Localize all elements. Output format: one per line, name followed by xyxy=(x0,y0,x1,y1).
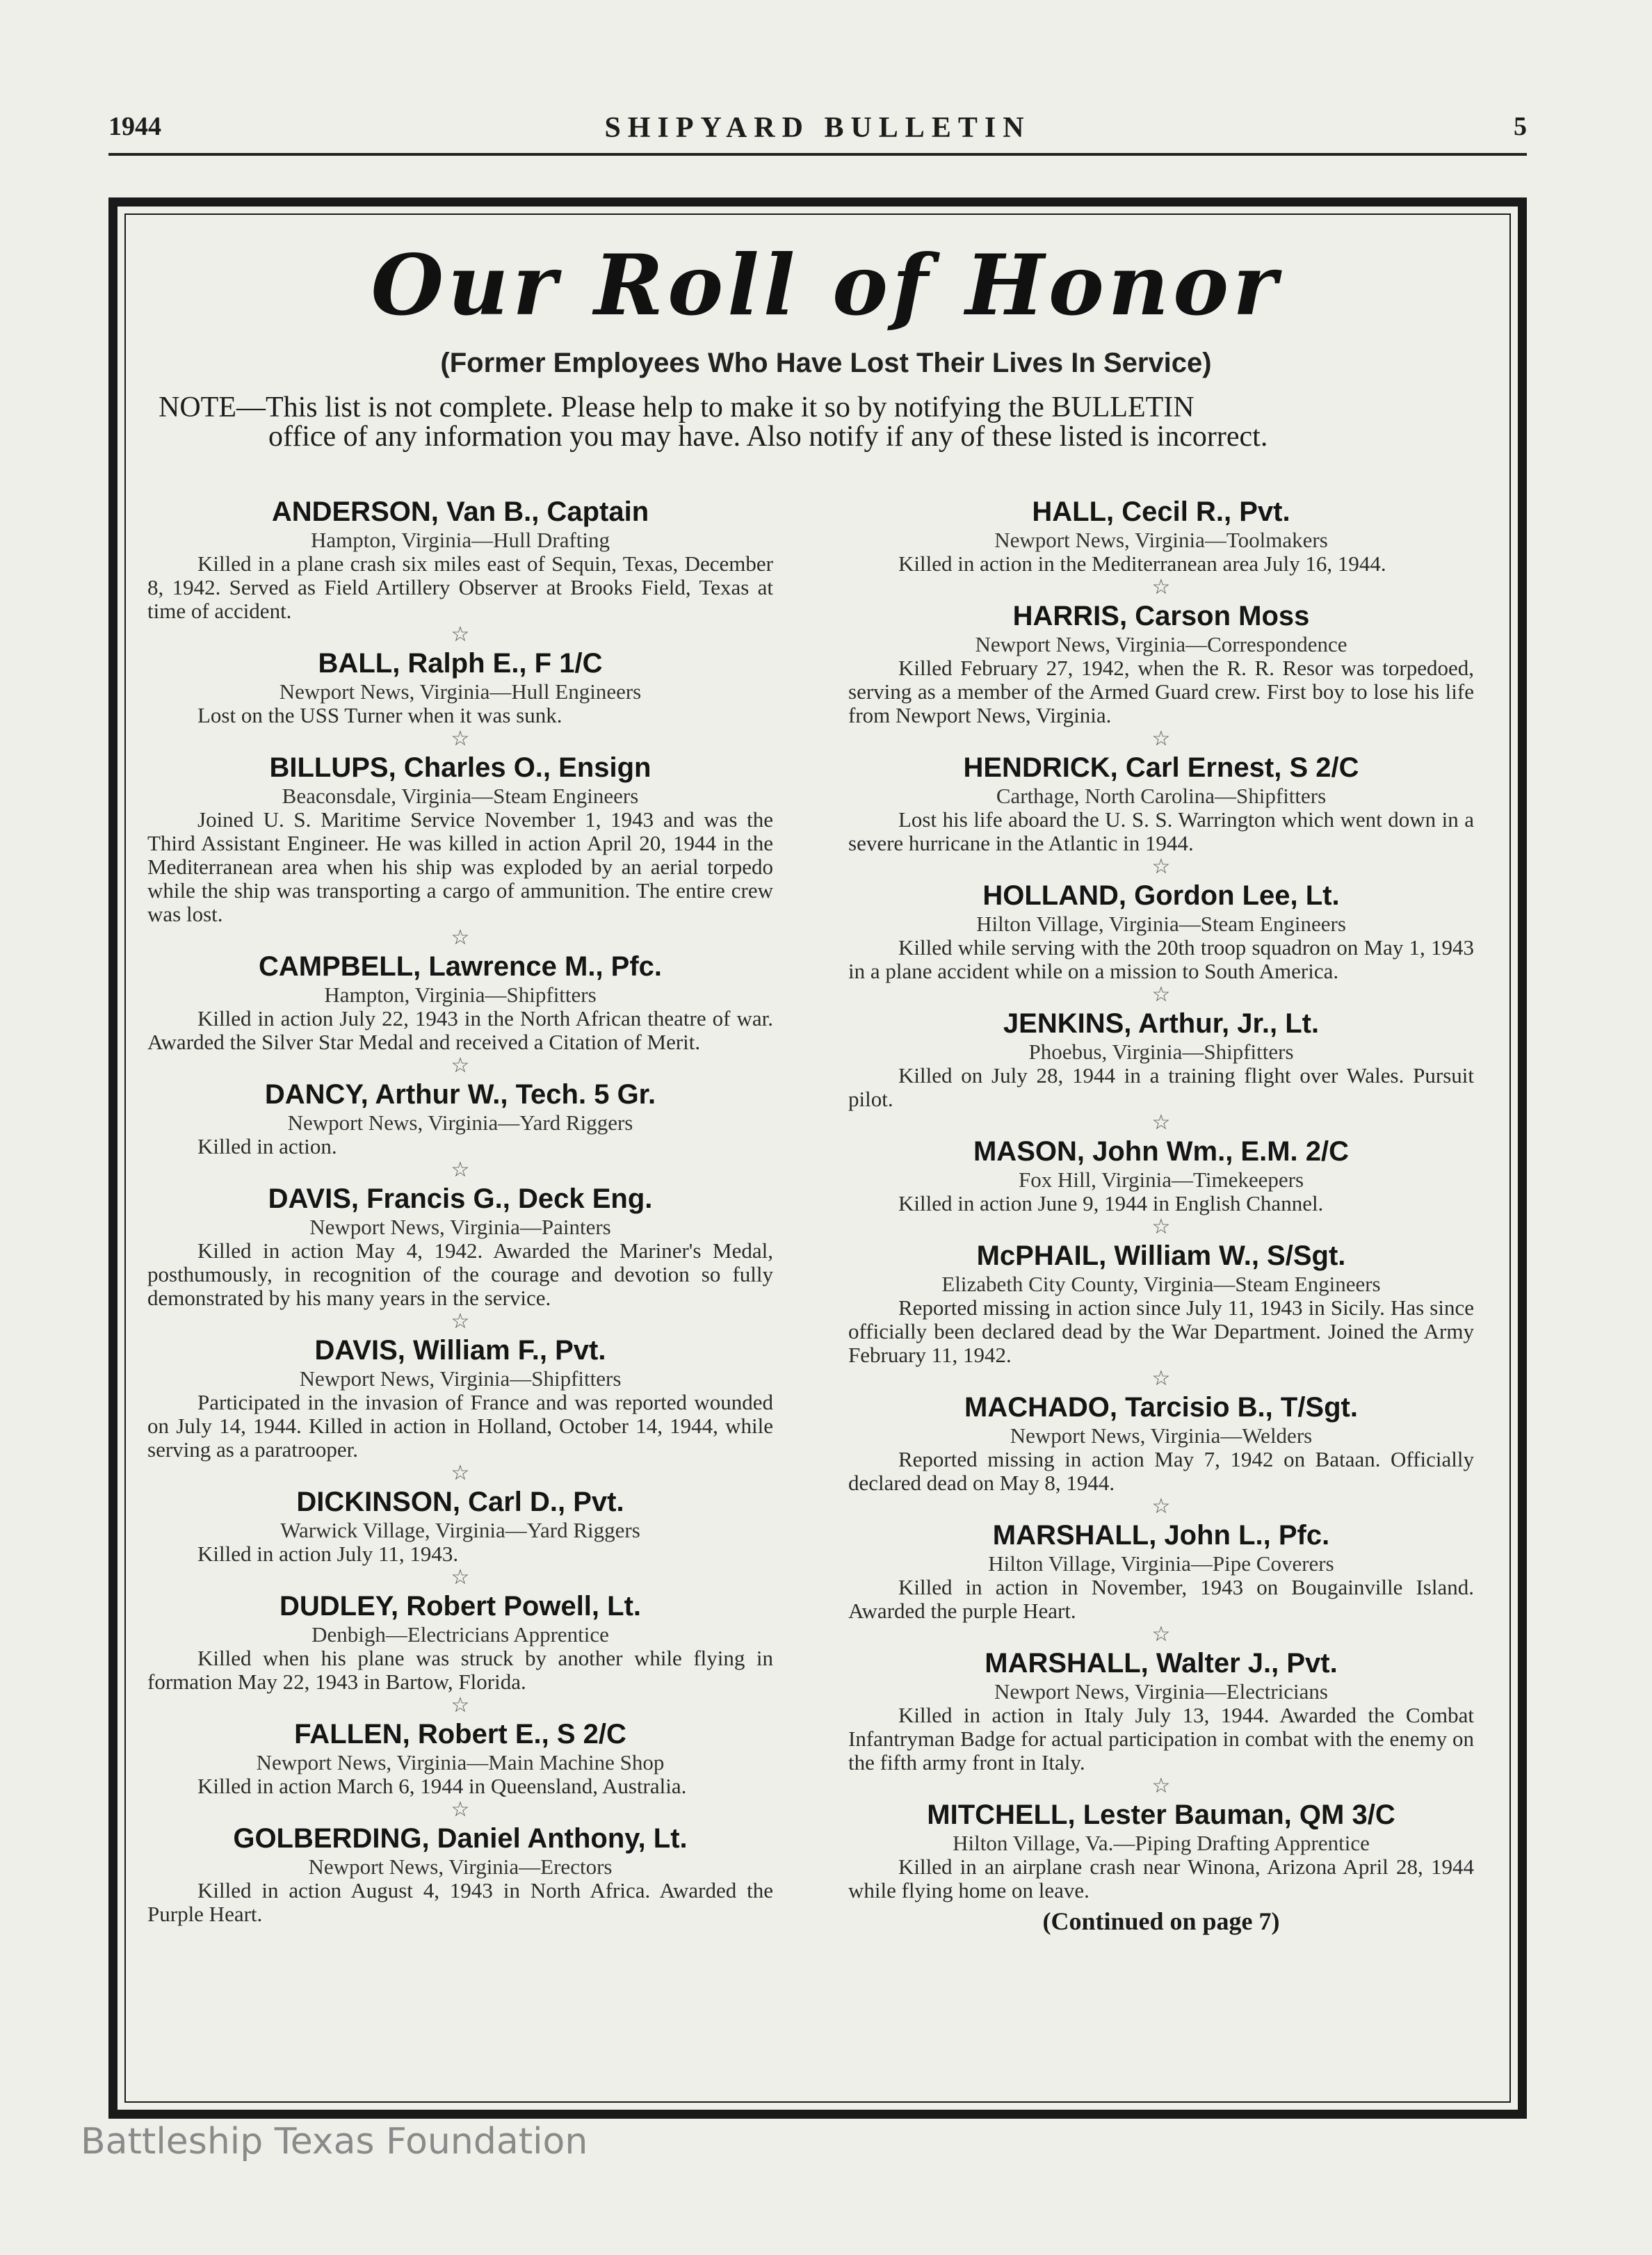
honor-entry xyxy=(848,1798,1474,1902)
entry-name: MASON, John Wm., E.M. 2/C xyxy=(973,1136,1350,1167)
note-lead: NOTE—This list is not complete. Please help to make it so by notifying the BULLETIN xyxy=(159,391,1195,423)
entry-origin: Newport News, Virginia—Shipfitters xyxy=(299,1366,622,1391)
star-separator-icon: ☆ xyxy=(451,1310,470,1333)
entry-origin: Hampton, Virginia—Hull Drafting xyxy=(310,528,610,552)
entry-description: Lost on the USS Turner when it was sunk. xyxy=(197,703,562,727)
star-separator-icon: ☆ xyxy=(451,1694,470,1717)
entry-name: MITCHELL, Lester Bauman, QM 3/C xyxy=(927,1800,1395,1830)
honor-entry xyxy=(147,1485,773,1566)
honor-entry xyxy=(848,751,1474,855)
star-separator-icon: ☆ xyxy=(1151,855,1171,878)
continued-note: (Continued on page 7) xyxy=(1042,1907,1280,1935)
entry-origin: Newport News, Virginia—Correspondence xyxy=(975,632,1347,656)
entry-description: Killed February 27, 1942, when the R. R. Resor was torpedoed, serving as a member of the Armed Guard crew. First boy to lose his life from Newport News, Virginia. xyxy=(848,656,1474,727)
star-separator-icon: ☆ xyxy=(451,926,470,949)
entry-origin: Hilton Village, Virginia—Steam Engineers xyxy=(976,912,1346,936)
entry-name: DAVIS, Francis G., Deck Eng. xyxy=(268,1183,653,1214)
honor-entry xyxy=(147,1182,773,1310)
star-separator-icon: ☆ xyxy=(1151,576,1171,599)
entry-name: ANDERSON, Van B., Captain xyxy=(271,496,649,527)
entry-name: MARSHALL, Walter J., Pvt. xyxy=(985,1648,1338,1679)
left-column xyxy=(147,495,773,1926)
honor-entry xyxy=(147,495,773,623)
entry-origin: Newport News, Virginia—Main Machine Shop xyxy=(256,1750,665,1775)
honor-entry xyxy=(848,1239,1474,1367)
entry-name: JENKINS, Arthur, Jr., Lt. xyxy=(1003,1008,1320,1039)
entry-description: Killed in action in the Mediterranean area July 16, 1944. xyxy=(898,551,1386,576)
entry-origin: Newport News, Virginia—Welders xyxy=(1010,1423,1313,1448)
entry-description: Participated in the invasion of France and was reported wounded on July 14, 1944. Killed in action in Holland, October 14, 1944, while serving as a paratrooper. xyxy=(147,1390,773,1462)
entry-description: Killed in action May 4, 1942. Awarded the Mariner's Medal, posthumously, in recognition of the courage and devotion so fully demonstrated by his many years in the service. xyxy=(147,1238,773,1310)
entry-name: DANCY, Arthur W., Tech. 5 Gr. xyxy=(264,1079,656,1110)
entry-name: DUDLEY, Robert Powell, Lt. xyxy=(279,1591,642,1622)
star-separator-icon: ☆ xyxy=(1151,983,1171,1006)
entry-origin: Newport News, Virginia—Painters xyxy=(309,1215,611,1239)
star-separator-icon: ☆ xyxy=(1151,1111,1171,1134)
entry-name: CAMPBELL, Lawrence M., Pfc. xyxy=(258,951,663,982)
entry-name: BALL, Ralph E., F 1/C xyxy=(318,648,603,679)
entry-origin: Warwick Village, Virginia—Yard Riggers xyxy=(280,1518,640,1542)
honor-entry xyxy=(848,1135,1474,1215)
entry-origin: Carthage, North Carolina—Shipfitters xyxy=(996,784,1327,808)
entry-description: Killed in action July 22, 1943 in the North African theatre of war. Awarded the Silver Star Medal and received a Citation of Merit. xyxy=(147,1006,773,1054)
entry-name: McPHAIL, William W., S/Sgt. xyxy=(976,1240,1346,1271)
honor-entry xyxy=(147,1590,773,1694)
entry-name: BILLUPS, Charles O., Ensign xyxy=(269,752,651,783)
watermark: Battleship Texas Foundation xyxy=(81,2121,588,2163)
entry-description: Killed in action August 4, 1943 in North Africa. Awarded the Purple Heart. xyxy=(147,1878,773,1926)
entry-origin: Newport News, Virginia—Toolmakers xyxy=(994,528,1328,552)
star-separator-icon: ☆ xyxy=(451,1054,470,1077)
note-paragraph xyxy=(159,393,1474,451)
star-separator-icon: ☆ xyxy=(451,1158,470,1181)
honor-entry xyxy=(848,1391,1474,1495)
entry-name: HARRIS, Carson Moss xyxy=(1012,601,1310,631)
star-separator-icon: ☆ xyxy=(451,1462,470,1485)
honor-entry xyxy=(848,1647,1474,1775)
honor-entry xyxy=(848,599,1474,727)
entry-origin: Elizabeth City County, Virginia—Steam Engineers xyxy=(941,1272,1381,1296)
star-separator-icon: ☆ xyxy=(1151,1775,1171,1797)
entry-origin: Newport News, Virginia—Erectors xyxy=(308,1854,613,1879)
star-separator-icon: ☆ xyxy=(1151,727,1171,750)
page-header xyxy=(108,111,1527,156)
entry-origin: Denbigh—Electricians Apprentice xyxy=(311,1622,609,1647)
star-separator-icon: ☆ xyxy=(451,623,470,646)
header-title: SHIPYARD BULLETIN xyxy=(604,112,1031,144)
entry-description: Lost his life aboard the U. S. S. Warrington which went down in a severe hurricane in the Atlantic in 1944. xyxy=(848,807,1474,855)
honor-entry xyxy=(147,1334,773,1462)
entry-description: Joined U. S. Maritime Service November 1, 1943 and was the Third Assistant Engineer. He was killed in action April 20, 1944 in the Mediterranean area when his ship was exploded by an aerial torpedo while the ship was transporting a cargo of ammunition. The entire crew was lost. xyxy=(147,807,773,926)
honor-entry xyxy=(848,1519,1474,1623)
entry-name: DICKINSON, Carl D., Pvt. xyxy=(296,1487,624,1517)
note-rest: office of any information you may have. Also notify if any of these listed is incorrect. xyxy=(268,421,1268,453)
star-separator-icon: ☆ xyxy=(451,1566,470,1589)
entry-description: Killed in a plane crash six miles east of Sequin, Texas, December 8, 1942. Served as Field Artillery Observer at Brooks Field, Texas at time of accident. xyxy=(147,551,773,623)
star-separator-icon: ☆ xyxy=(451,727,470,750)
entry-name: GOLBERDING, Daniel Anthony, Lt. xyxy=(233,1823,688,1854)
header-page-number: 5 xyxy=(1514,112,1527,141)
entry-origin: Newport News, Virginia—Hull Engineers xyxy=(279,679,642,704)
entry-origin: Hampton, Virginia—Shipfitters xyxy=(324,983,597,1007)
roll-of-honor-heading: Our Roll of Honor xyxy=(371,236,1281,334)
honor-entry xyxy=(147,1717,773,1798)
entry-description: Killed in action July 11, 1943. xyxy=(197,1542,459,1566)
honor-entry xyxy=(147,1822,773,1926)
entry-description: Reported missing in action May 7, 1942 on Bataan. Officially declared dead on May 8, 1944. xyxy=(848,1447,1474,1495)
roll-of-honor-subheading: (Former Employees Who Have Lost Their Lives In Service) xyxy=(440,348,1212,378)
entry-origin: Beaconsdale, Virginia—Steam Engineers xyxy=(282,784,639,808)
entry-name: MARSHALL, John L., Pfc. xyxy=(992,1520,1330,1551)
entry-name: MACHADO, Tarcisio B., T/Sgt. xyxy=(964,1392,1358,1423)
honor-entry xyxy=(147,1078,773,1158)
star-separator-icon: ☆ xyxy=(1151,1367,1171,1390)
honor-entry xyxy=(147,647,773,727)
star-separator-icon: ☆ xyxy=(1151,1623,1171,1646)
entry-description: Killed in an airplane crash near Winona, Arizona April 28, 1944 while flying home on leave. xyxy=(848,1854,1474,1902)
entry-description: Killed while serving with the 20th troop squadron on May 1, 1943 in a plane accident while on a mission to South America. xyxy=(848,935,1474,983)
entry-origin: Hilton Village, Virginia—Pipe Coverers xyxy=(988,1551,1334,1576)
entry-description: Killed in action. xyxy=(197,1134,337,1158)
entry-description: Killed in action June 9, 1944 in English Channel. xyxy=(898,1191,1324,1215)
entry-description: Reported missing in action since July 11, 1943 in Sicily. Has since officially been declared dead by the War Department. Joined the Army February 11, 1942. xyxy=(848,1295,1474,1367)
entry-origin: Hilton Village, Va.—Piping Drafting Apprentice xyxy=(953,1831,1370,1855)
right-column xyxy=(848,495,1474,1936)
honor-entry xyxy=(848,1007,1474,1111)
entry-description: Killed in action March 6, 1944 in Queensland, Australia. xyxy=(197,1774,687,1798)
entry-name: FALLEN, Robert E., S 2/C xyxy=(294,1719,626,1749)
entry-origin: Phoebus, Virginia—Shipfitters xyxy=(1028,1040,1294,1064)
honor-entry xyxy=(848,495,1474,576)
entry-origin: Newport News, Virginia—Yard Riggers xyxy=(287,1110,633,1135)
honor-entry xyxy=(848,879,1474,983)
honor-entry xyxy=(147,950,773,1054)
header-year: 1944 xyxy=(108,112,161,141)
star-separator-icon: ☆ xyxy=(1151,1495,1171,1518)
entry-description: Killed in action in November, 1943 on Bougainville Island. Awarded the purple Heart. xyxy=(848,1575,1474,1623)
entry-name: HALL, Cecil R., Pvt. xyxy=(1032,496,1290,527)
honor-entry xyxy=(147,751,773,926)
entry-description: Killed when his plane was struck by another while flying in formation May 22, 1943 in Bartow, Florida. xyxy=(147,1646,773,1694)
entry-description: Killed in action in Italy July 13, 1944. Awarded the Combat Infantryman Badge for actual participation in combat with the enemy on the fifth army front in Italy. xyxy=(848,1703,1474,1775)
star-separator-icon: ☆ xyxy=(1151,1215,1171,1238)
entry-description: Killed on July 28, 1944 in a training flight over Wales. Pursuit pilot. xyxy=(848,1063,1474,1111)
entry-name: HOLLAND, Gordon Lee, Lt. xyxy=(982,880,1340,911)
entry-name: DAVIS, William F., Pvt. xyxy=(314,1335,606,1366)
entry-name: HENDRICK, Carl Ernest, S 2/C xyxy=(963,752,1359,783)
star-separator-icon: ☆ xyxy=(451,1798,470,1821)
entry-origin: Fox Hill, Virginia—Timekeepers xyxy=(1018,1167,1304,1192)
entry-origin: Newport News, Virginia—Electricians xyxy=(994,1679,1328,1704)
